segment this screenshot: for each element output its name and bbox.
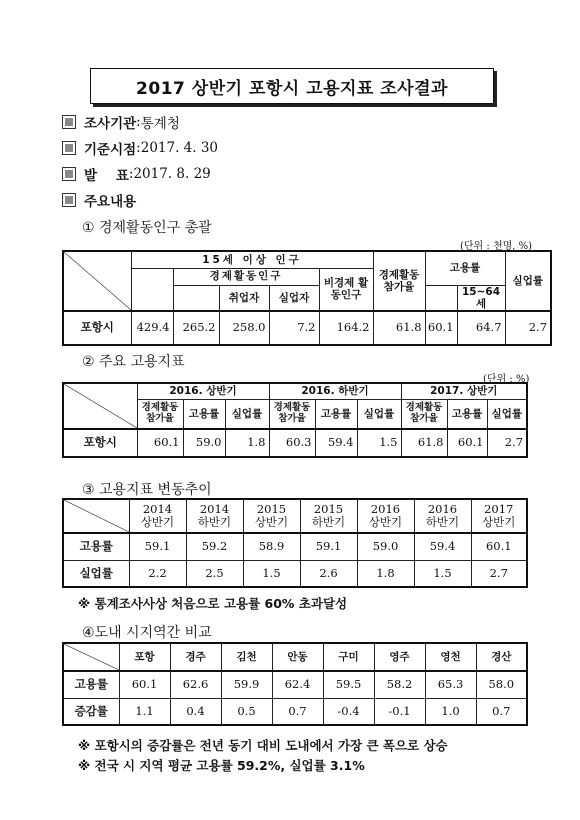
cell-value: 59.5	[323, 671, 374, 698]
row-label: 고용률	[63, 671, 119, 698]
header-active-pop: 경제활동인구	[173, 268, 319, 285]
cell-value: 1.1	[119, 698, 170, 725]
cell-value: 1.0	[425, 698, 476, 725]
cell-value: 61.8	[401, 429, 447, 457]
cell-value: 0.5	[221, 698, 272, 725]
period-header	[243, 499, 300, 533]
table-corner-cell	[63, 499, 129, 533]
period-header	[471, 499, 527, 533]
period-year: 2017	[484, 501, 514, 516]
cell-value: 64.7	[457, 311, 505, 345]
square-bullet-icon	[62, 193, 76, 207]
info-reference-date	[62, 138, 218, 158]
period-half: 상반기	[368, 515, 403, 529]
square-bullet-icon	[62, 141, 76, 155]
header-inactive-pop: 비경제 활동인구	[319, 268, 373, 311]
cell-value: 59.4	[414, 533, 471, 560]
subheader-participation: 경제활동 참가율	[269, 399, 315, 429]
cell-value: -0.4	[323, 698, 374, 725]
table-corner-cell	[63, 643, 119, 671]
period-header	[300, 499, 357, 533]
info-label: 기준시점	[84, 142, 137, 158]
cell-value: 60.1	[425, 311, 457, 345]
city-header: 경주	[170, 643, 221, 671]
document-title: 2017 상반기 포항시 고용지표 조사결과	[90, 68, 494, 104]
city-header: 포항	[119, 643, 170, 671]
period-half: 상반기	[254, 515, 289, 529]
cell-value: 265.2	[173, 311, 219, 345]
row-label: 실업률	[63, 560, 129, 587]
period-header	[129, 499, 186, 533]
cell-value: 2.7	[487, 429, 527, 457]
cell-value: 59.0	[183, 429, 225, 457]
table-city-comparison	[62, 642, 528, 726]
cell-value: 60.1	[447, 429, 487, 457]
cell-value: 7.2	[269, 311, 319, 345]
period-header	[414, 499, 471, 533]
table-indicator-trend	[62, 498, 528, 588]
section4-note-1: ※ 포항시의 증감률은 전년 동기 대비 도내에서 가장 큰 폭으로 상승	[78, 738, 448, 753]
header-pop15: 15세 이상 인구	[131, 251, 373, 268]
period-year: 2014	[199, 501, 230, 516]
period-header	[357, 499, 414, 533]
period-half: 하반기	[197, 515, 232, 529]
square-bullet-icon	[62, 167, 76, 181]
cell-value: 2.5	[186, 560, 243, 587]
cell-value: 59.2	[186, 533, 243, 560]
info-label: 주요내용	[84, 194, 137, 210]
period-header: 2016. 하반기	[269, 383, 401, 399]
cell-value: 59.4	[315, 429, 357, 457]
info-sep: :	[128, 166, 134, 182]
header-unemployment-rate: 실업률	[505, 251, 551, 311]
header-15-64: 15~64세	[457, 285, 505, 311]
table-labor-force-summary	[62, 250, 552, 346]
header-employed: 취업자	[219, 285, 269, 311]
cell-value: 2.6	[300, 560, 357, 587]
city-header: 김천	[221, 643, 272, 671]
cell-value: 59.9	[221, 671, 272, 698]
cell-value: 2.2	[129, 560, 186, 587]
header-unemployed: 실업자	[269, 285, 319, 311]
city-header: 구미	[323, 643, 374, 671]
subheader-employment-rate: 고용률	[183, 399, 225, 429]
period-half: 하반기	[311, 515, 346, 529]
cell-value: 1.5	[243, 560, 300, 587]
cell-value: 58.0	[476, 671, 527, 698]
period-header: 2017. 상반기	[401, 383, 527, 399]
section1-heading: ① 경제활동인구 총괄	[82, 220, 212, 236]
table-corner-cell	[63, 251, 131, 311]
cell-value: 59.1	[300, 533, 357, 560]
period-half: 상반기	[482, 515, 516, 529]
cell-value: 0.7	[476, 698, 527, 725]
cell-value: 429.4	[131, 311, 173, 345]
info-label: 발 표	[84, 168, 129, 184]
period-year: 2016	[370, 501, 401, 516]
table-corner-cell	[63, 383, 137, 429]
info-label: 조사기관	[84, 116, 137, 132]
info-sep: :	[136, 114, 141, 130]
cell-value: 2.7	[471, 560, 527, 587]
row-label: 증감률	[63, 698, 119, 725]
period-header	[186, 499, 243, 533]
cell-value: 61.8	[373, 311, 425, 345]
cell-value: 0.4	[170, 698, 221, 725]
section4-heading: ④도내 시지역간 비교	[82, 625, 212, 641]
period-half: 하반기	[425, 515, 460, 529]
cell-value: 60.1	[137, 429, 183, 457]
info-sep: :	[136, 140, 141, 156]
section4-note-2: ※ 전국 시 지역 평균 고용률 59.2%, 실업률 3.1%	[78, 758, 365, 773]
subheader-unemployment-rate: 실업률	[225, 399, 269, 429]
info-value: 2017. 4. 30	[140, 140, 219, 156]
info-agency	[62, 112, 180, 132]
section2-heading: ② 주요 고용지표	[82, 354, 185, 370]
city-header: 영천	[425, 643, 476, 671]
row-label: 포항시	[63, 311, 131, 345]
city-header: 영주	[374, 643, 425, 671]
subheader-employment-rate: 고용률	[315, 399, 357, 429]
subheader-unemployment-rate: 실업률	[487, 399, 527, 429]
cell-value: 62.4	[272, 671, 323, 698]
cell-value: 60.1	[471, 533, 527, 560]
period-year: 2016	[427, 501, 458, 516]
cell-value: 60.3	[269, 429, 315, 457]
square-bullet-icon	[62, 115, 76, 129]
section1-unit: (단위 : 천명, %)	[460, 241, 533, 252]
table-main-indicators	[62, 382, 528, 458]
cell-value: -0.1	[374, 698, 425, 725]
cell-value: 0.7	[272, 698, 323, 725]
city-header: 안동	[272, 643, 323, 671]
cell-value: 2.7	[505, 311, 551, 345]
section2-unit: (단위 : %)	[483, 374, 530, 385]
period-year: 2015	[313, 501, 344, 516]
info-announcement	[62, 164, 211, 184]
cell-value: 60.1	[119, 671, 170, 698]
cell-value: 1.5	[357, 429, 401, 457]
header-employment-rate: 고용률	[425, 251, 505, 285]
cell-value: 258.0	[219, 311, 269, 345]
cell-value: 62.6	[170, 671, 221, 698]
subheader-participation: 경제활동 참가율	[401, 399, 447, 429]
cell-value: 59.1	[129, 533, 186, 560]
subheader-participation: 경제활동 참가율	[137, 399, 183, 429]
row-label: 고용률	[63, 533, 129, 560]
cell-value: 1.8	[225, 429, 269, 457]
cell-value: 65.3	[425, 671, 476, 698]
cell-value: 59.0	[357, 533, 414, 560]
subheader-employment-rate: 고용률	[447, 399, 487, 429]
cell-value: 164.2	[319, 311, 373, 345]
section3-heading: ③ 고용지표 변동추이	[82, 482, 212, 498]
period-year: 2015	[256, 501, 287, 516]
info-main-contents	[62, 190, 136, 210]
info-value: 통계청	[140, 116, 180, 132]
info-value: 2017. 8. 29	[133, 166, 211, 182]
cell-value: 1.8	[357, 560, 414, 587]
period-half: 상반기	[140, 515, 175, 529]
header-participation: 경제활동 참가율	[373, 251, 425, 311]
cell-value: 1.5	[414, 560, 471, 587]
cell-value: 58.2	[374, 671, 425, 698]
cell-value: 58.9	[243, 533, 300, 560]
row-label: 포항시	[63, 429, 137, 457]
subheader-unemployment-rate: 실업률	[357, 399, 401, 429]
city-header: 경산	[476, 643, 527, 671]
period-header: 2016. 상반기	[137, 383, 269, 399]
section3-note: ※ 통계조사사상 처음으로 고용률 60% 초과달성	[78, 596, 348, 611]
period-year: 2014	[142, 501, 173, 516]
